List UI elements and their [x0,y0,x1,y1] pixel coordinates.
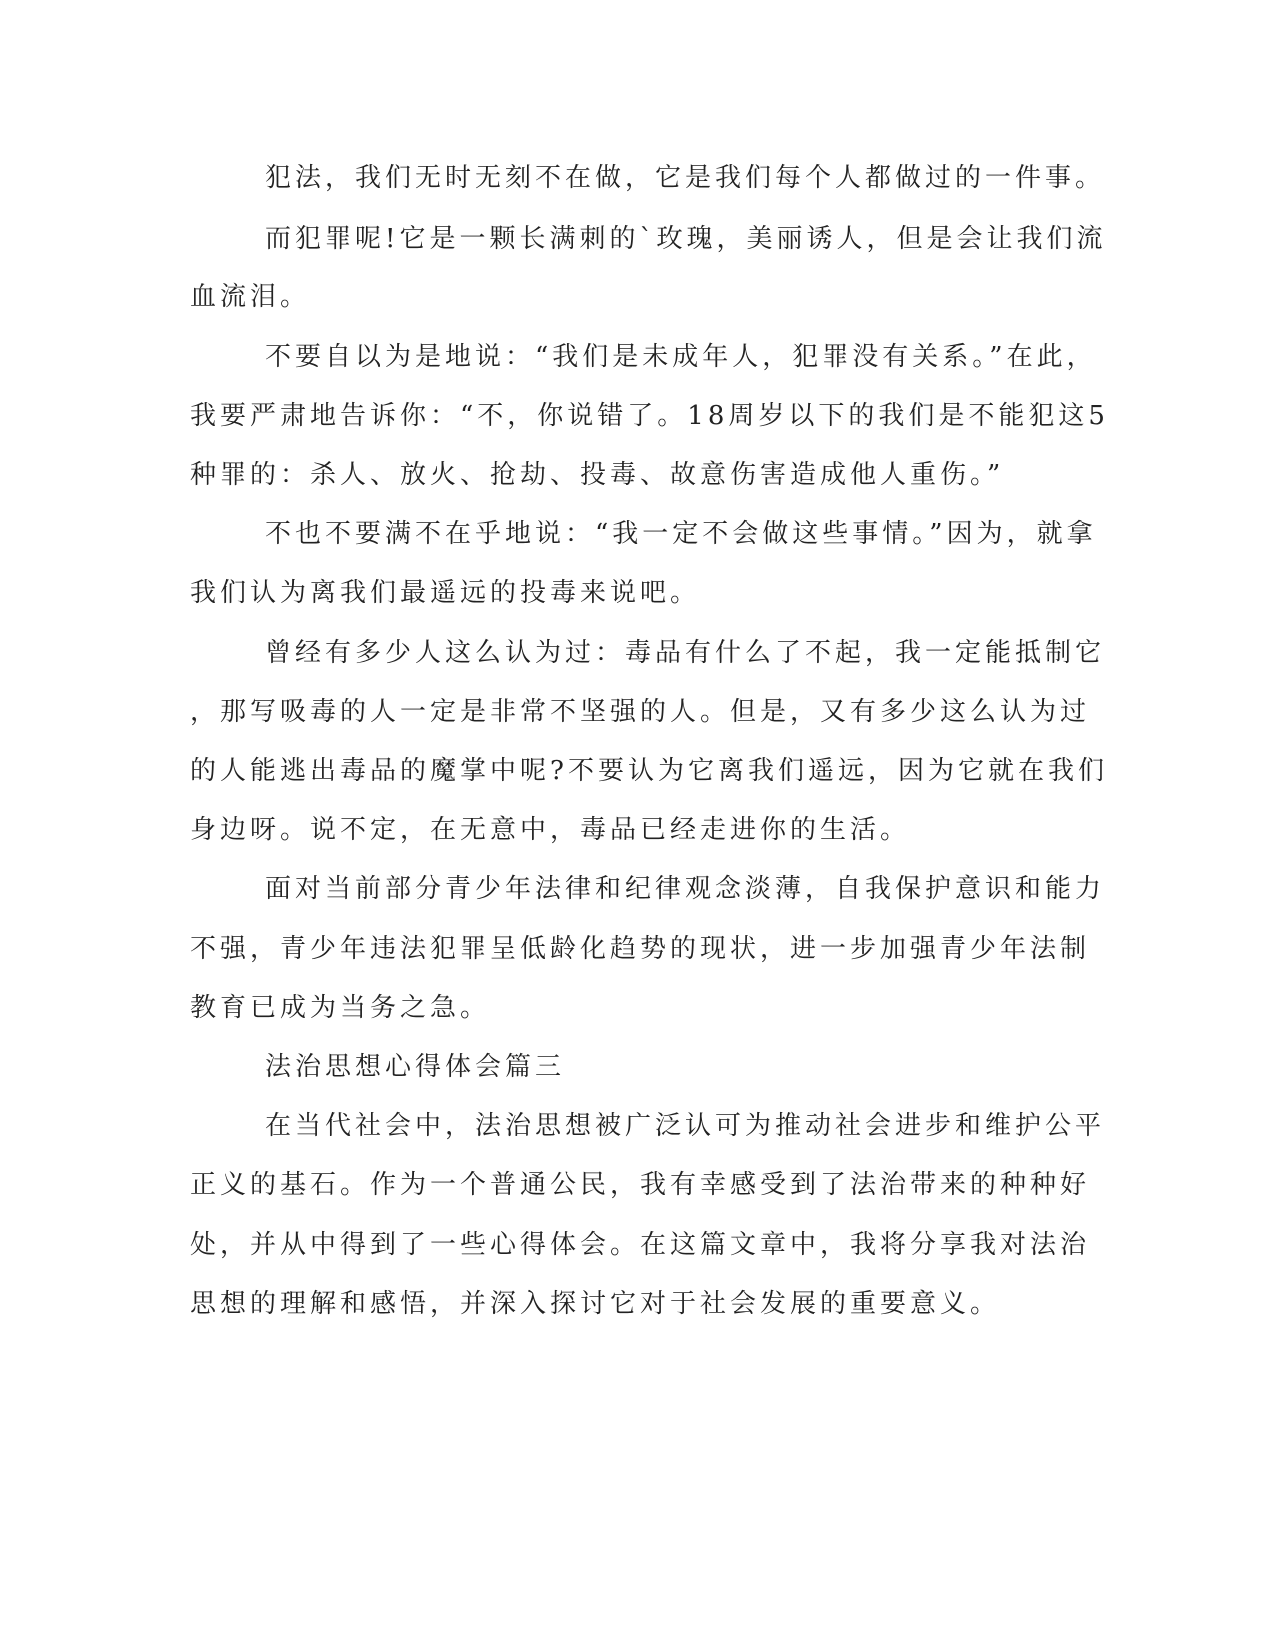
text-line: 我要严肃地告诉你：“不，你说错了。18周岁以下的我们是不能犯这5 [190,401,1109,431]
text-line: 的人能逃出毒品的魔掌中呢?不要认为它离我们遥远，因为它就在我们 [190,756,1108,786]
text-line: 我们认为离我们最遥远的投毒来说吧。 [190,578,701,608]
text-line: 不也不要满不在乎地说：“我一定不会做这些事情。”因为，就拿 [265,519,1097,549]
text-line: 血流泪。 [190,282,311,312]
text-line: 教育已成为当务之急。 [190,993,491,1023]
text-line: ，那写吸毒的人一定是非常不坚强的人。但是，又有多少这么认为过 [190,697,1091,727]
text-line: 身边呀。说不定，在无意中，毒品已经走进你的生活。 [190,815,911,845]
text-line: 思想的理解和感悟，并深入探讨它对于社会发展的重要意义。 [190,1289,1001,1319]
text-line: 在当代社会中，法治思想被广泛认可为推动社会进步和维护公平 [265,1111,1106,1141]
text-line: 种罪的：杀人、放火、抢劫、投毒、故意伤害造成他人重伤。” [190,460,1005,490]
text-line: 正义的基石。作为一个普通公民，我有幸感受到了法治带来的种种好 [190,1170,1091,1200]
text-line: 曾经有多少人这么认为过：毒品有什么了不起，我一定能抵制它 [265,638,1106,668]
text-line: 不强，青少年违法犯罪呈低龄化趋势的现状，进一步加强青少年法制 [190,934,1091,964]
text-line: 犯法，我们无时无刻不在做，它是我们每个人都做过的一件事。 [265,163,1106,193]
text-line: 不要自以为是地说：“我们是未成年人，犯罪没有关系。”在此， [265,342,1097,372]
text-line: 而犯罪呢!它是一颗长满刺的`玫瑰，美丽诱人，但是会让我们流 [265,224,1107,254]
text-line: 处，并从中得到了一些心得体会。在这篇文章中，我将分享我对法治 [190,1230,1091,1260]
section-heading: 法治思想心得体会篇三 [265,1052,566,1082]
text-line: 面对当前部分青少年法律和纪律观念淡薄，自我保护意识和能力 [265,874,1106,904]
